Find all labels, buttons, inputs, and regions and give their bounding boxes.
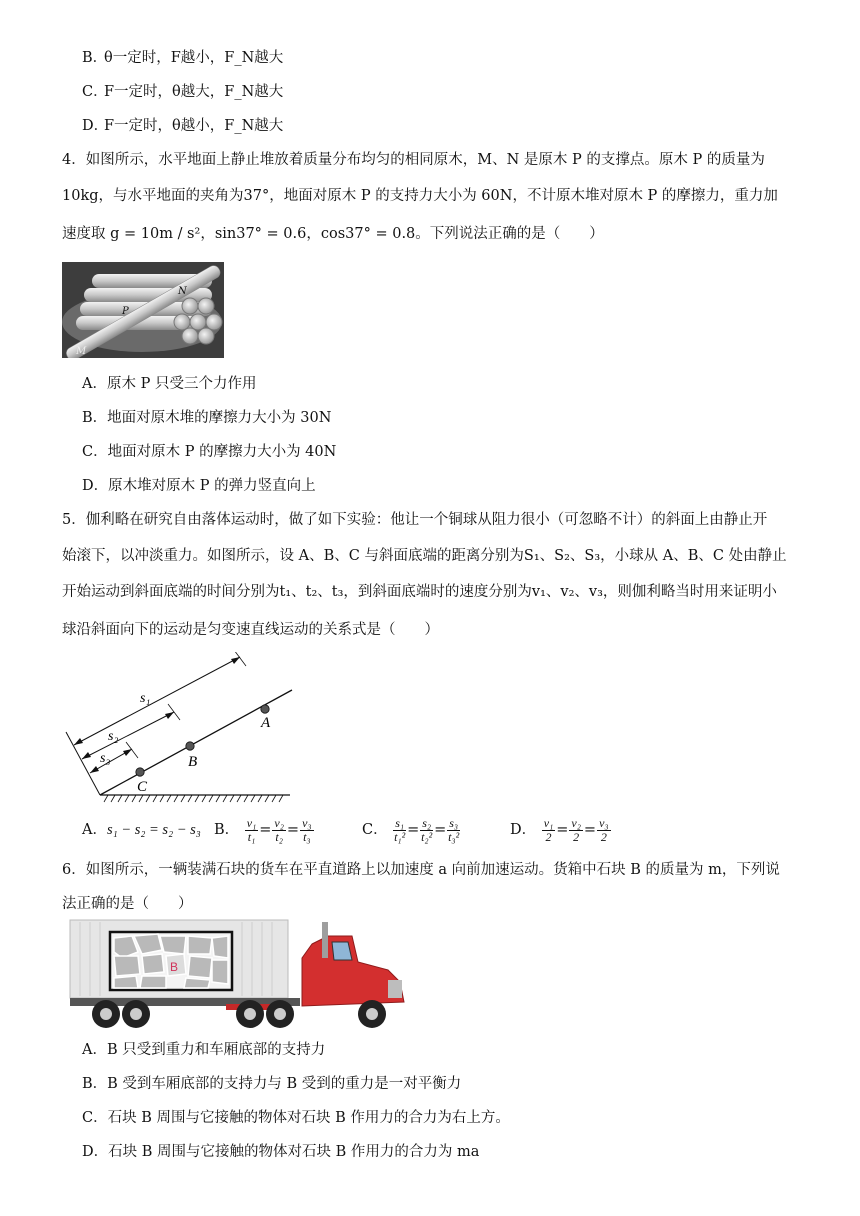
label-a: A [261,715,271,731]
fraction: $\frac{\text{v₃}}{2}$ [599,815,609,844]
option-c-prev-text: F一定时，θ越大，F_N越大 [104,84,284,100]
logs-figure [62,262,224,358]
q5-stem-line4: 球沿斜面向下的运动是匀变速直线运动的关系式是（ ） [62,622,439,638]
q4-option-b: B．地面对原木堆的摩擦力大小为 30N [82,410,332,426]
option-c-prev: C． [82,84,108,100]
q4-stem-line2: 10kg，与水平地面的夹角为37°，地面对原木 P 的支持力大小为 60N，不计原木堆对原木 P 的摩擦力，重力加 [62,188,778,204]
label-s1: s₁ [140,691,151,706]
q5-option-c: C． $\frac{\text{s₁}}{\text{t₁²}}$ = $\frac{\text{s₂}}{\text{t₂²}}$ = $\frac{\text{s₃}}{\text{t₃²}}$ [362,815,460,844]
q5-option-d: D． $\frac{\text{v₁}}{2}$ = $\frac{\text{v₂}}{2}$ = $\frac{\text{v₃}}{2}$ [510,815,609,844]
option-d-prev-text: F一定时，θ越小，F_N越大 [104,118,284,134]
truck-figure [66,918,418,1032]
q5-option-b: B． $\frac{\text{v₁}}{\text{t₁}}$ = $\frac{\text{v₂}}{\text{t₂}}$ = $\frac{\text{v₃}}{\text{t₃}}$ [214,815,312,844]
q4-option-d: D．原木堆对原木 P 的弹力竖直向上 [82,478,316,494]
option-a-expr: s₁ − s₂ = s₂ − s₃ [106,822,201,838]
fraction: $\frac{\text{s₃}}{\text{t₃²}}$ [448,815,460,844]
option-label: B． [214,822,240,838]
q5-stem-line3: 开始运动到斜面底端的时间分别为t₁、t₂、t₃，到斜面底端时的速度分别为v₁、v₂、v₃，则伽利略当时用来证明小 [62,584,777,600]
label-stone-b: B [170,960,179,974]
fraction: $\frac{\text{s₁}}{\text{t₁²}}$ [394,815,406,844]
option-b-prev: B． [82,50,108,66]
fraction: $\frac{\text{s₂}}{\text{t₂²}}$ [421,815,433,844]
label-b: B [188,754,198,770]
q6-option-d: D．石块 B 周围与它接触的物体对石块 B 作用力的合力为 ma [82,1144,480,1160]
ball-b [186,742,194,750]
q4-stem-line1: 4．如图所示，水平地面上静止堆放着质量分布均匀的相同原木，M、N 是原木 P 的支撑点。原木 P 的质量为 [62,152,765,168]
q4-option-a: A．原木 P 只受三个力作用 [82,376,257,392]
q4-option-c: C．地面对原木 P 的摩擦力大小为 40N [82,444,337,460]
label-c: C [137,779,148,795]
fraction: $\frac{\text{v₂}}{2}$ [571,815,581,844]
fraction: $\frac{\text{v₁}}{\text{t₁}}$ [246,815,257,844]
option-label: C． [362,822,388,838]
incline-figure [60,652,300,804]
ball-a [261,705,269,713]
option-b-prev-text: θ一定时，F越小，F_N越大 [104,50,284,66]
option-label: A． [82,822,107,838]
fraction: $\frac{\text{v₃}}{\text{t₃}}$ [302,815,312,844]
fraction: $\frac{\text{v₁}}{2}$ [543,815,554,844]
q5-stem-line1: 5．伽利略在研究自由落体运动时，做了如下实验：他让一个铜球从阻力很小（可忽略不计）的斜面上由静止开 [62,512,768,528]
ball-c [136,768,144,776]
q6-option-b: B．B 受到车厢底部的支持力与 B 受到的重力是一对平衡力 [82,1076,462,1092]
q6-option-a: A．B 只受到重力和车厢底部的支持力 [82,1042,326,1058]
label-p: P [122,306,129,317]
label-s3: s₃ [100,751,111,766]
q6-option-c: C．石块 B 周围与它接触的物体对石块 B 作用力的合力为右上方。 [82,1110,510,1126]
label-s2: s₂ [108,729,119,744]
cab-window [332,942,352,960]
q4-stem-line3: 速度取 g = 10m / s²，sin37° = 0.6，cos37° = 0.8。下列说法正确的是（ ） [62,226,604,242]
q5-stem-line2: 始滚下，以冲淡重力。如图所示，设 A、B、C 与斜面底端的距离分别为S₁、S₂、S₃，小球从 A、B、C 处由静止 [62,548,787,564]
label-m: M [76,346,87,357]
fraction: $\frac{\text{v₂}}{\text{t₂}}$ [274,815,284,844]
exhaust-stack [322,922,328,958]
option-d-prev: D． [82,118,109,134]
q6-stem-line1: 6．如图所示，一辆装满石块的货车在平直道路上以加速度 a 向前加速运动。货箱中石块 B 的质量为 m，下列说 [62,862,780,878]
option-label: D． [510,822,537,838]
q6-stem-line2: 法正确的是（ ） [62,896,193,912]
q5-option-a [82,820,201,840]
label-n: N [178,286,187,297]
